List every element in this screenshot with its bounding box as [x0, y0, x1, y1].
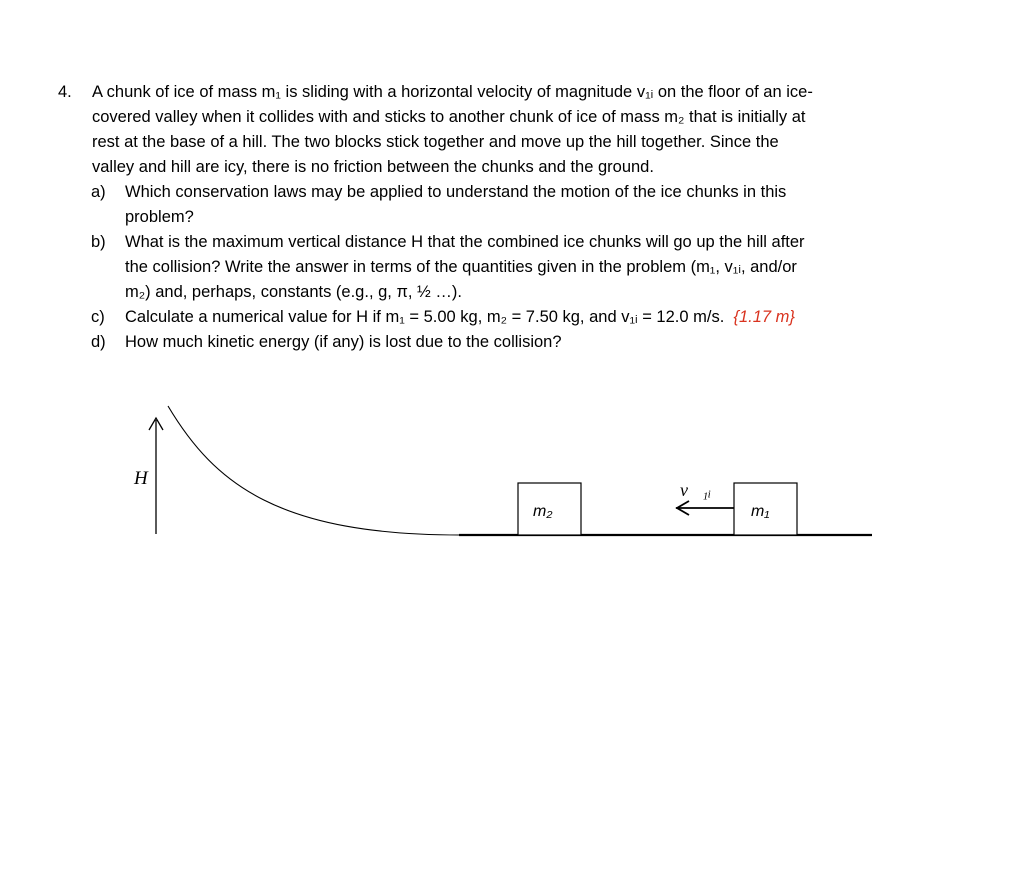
- part-text: What is the maximum vertical distance H that the combined ice chunks will go up the hill after: [125, 233, 805, 251]
- height-label: H: [134, 468, 148, 489]
- stem-line: A chunk of ice of mass m₁ is sliding with a horizontal velocity of magnitude v₁ᵢ on the floor of an ice-: [92, 83, 813, 101]
- part-text: m₂) and, perhaps, constants (e.g., g, π, ½ …).: [125, 283, 462, 301]
- part-text: Which conservation laws may be applied to understand the motion of the ice chunks in this: [125, 183, 787, 201]
- answer-value: {1.17 m}: [733, 308, 795, 326]
- block-m1-label: m₁: [751, 503, 770, 520]
- part-text: How much kinetic energy (if any) is lost due to the collision?: [125, 333, 562, 351]
- part-label: d): [91, 333, 106, 351]
- part-label: b): [91, 233, 106, 251]
- part-c-question: Calculate a numerical value for H if m₁ = 5.00 kg, m₂ = 7.50 kg, and v₁ᵢ = 12.0 m/s.: [125, 308, 725, 326]
- part-label: a): [91, 183, 106, 201]
- hill-curve: [168, 406, 460, 535]
- part-text: problem?: [125, 208, 194, 226]
- part-text: the collision? Write the answer in terms of the quantities given in the problem (m₁, v₁ᵢ, and/or: [125, 258, 797, 276]
- stem-line: covered valley when it collides with and sticks to another chunk of ice of mass m₂ that is initially at: [92, 108, 806, 126]
- stem-line: rest at the base of a hill. The two blocks stick together and move up the hill together. Since the: [92, 133, 779, 151]
- velocity-label: v⃗₁ᵢ: [680, 480, 712, 500]
- part-label: c): [91, 308, 105, 326]
- block-m2-label: m₂: [533, 503, 553, 520]
- problem-number: 4.: [58, 83, 72, 101]
- stem-line: valley and hill are icy, there is no friction between the chunks and the ground.: [92, 158, 654, 176]
